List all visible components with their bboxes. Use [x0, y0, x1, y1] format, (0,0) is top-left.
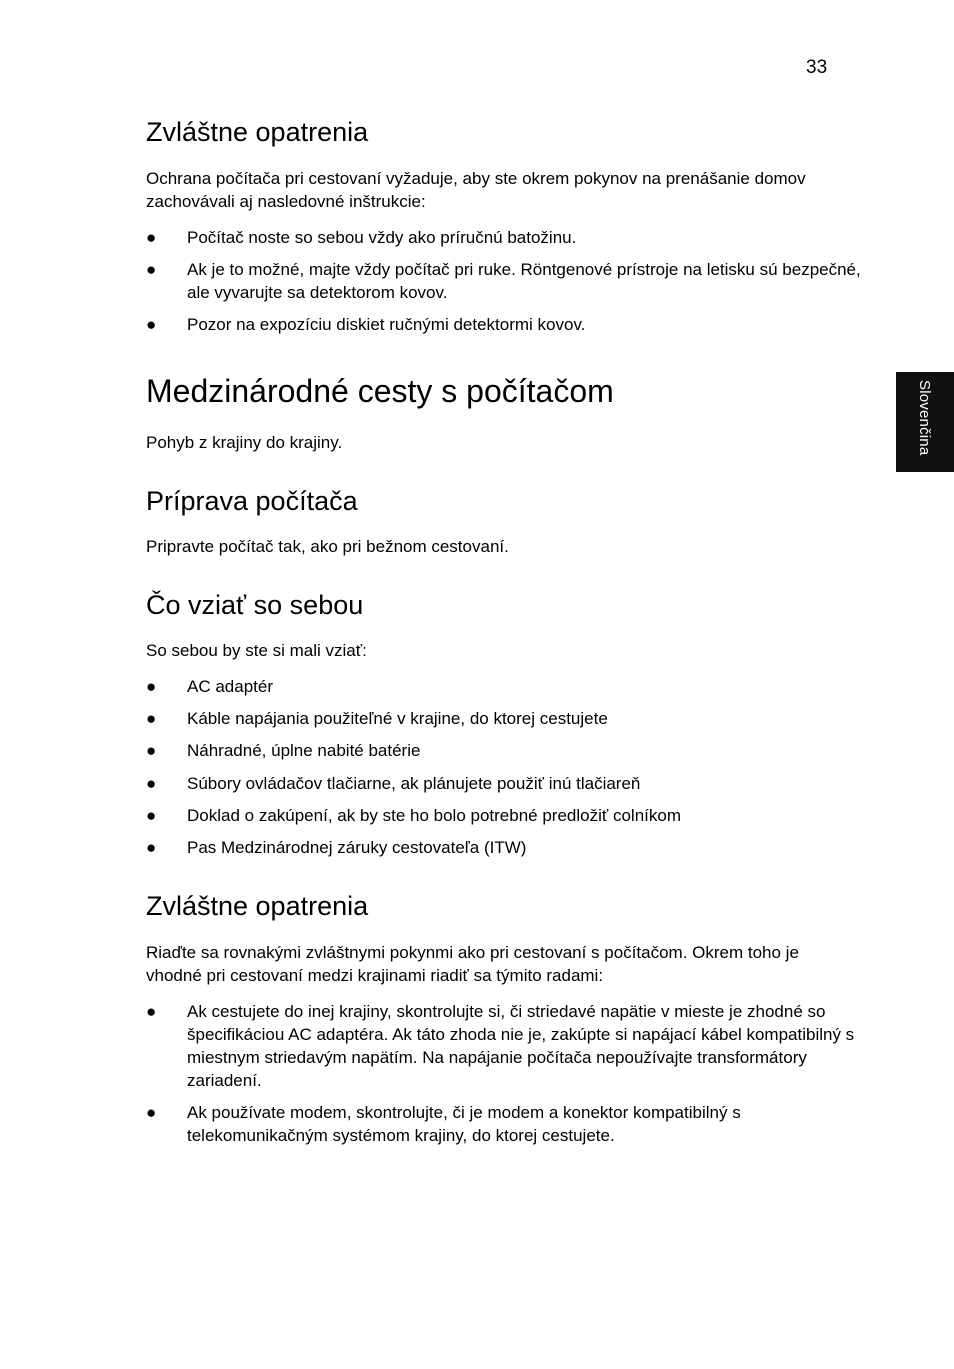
bullet-icon: ●	[146, 315, 157, 334]
list-item: ● Pas Medzinárodnej záruky cestovateľa (ITW)	[146, 838, 527, 857]
section-intro-special-precautions: Ochrana počítača pri cestovaní vyžaduje, aby ste okrem pokynov na prenášanie domov zachovávali aj nasledovné inštrukcie:	[146, 169, 806, 211]
bullet-icon: ●	[146, 806, 157, 825]
page-number: 33	[806, 57, 828, 78]
language-label: Slovenčina	[916, 380, 933, 456]
list-item: ● Ak používate modem, skontrolujte, či je modem a konektor kompatibilný s telekomunikačným systémom krajiny, do ktorej cestujete.	[146, 1103, 741, 1145]
list-item: ● AC adaptér	[146, 677, 273, 696]
section-title-special-precautions: Zvláštne opatrenia	[146, 117, 369, 147]
bullet-icon: ●	[146, 228, 157, 247]
bullet-icon: ●	[146, 741, 157, 760]
bullet-icon: ●	[146, 709, 157, 728]
list-item: ● Doklad o zakúpení, ak by ste ho bolo potrebné predložiť colníkom	[146, 806, 682, 825]
language-side-tab	[896, 372, 954, 472]
list-item: ● Ak je to možné, majte vždy počítač pri ruke. Röntgenové prístroje na letisku sú bezpečné, ale vyvarujte sa detektorom kovov.	[146, 260, 861, 302]
section-title-prepare-computer: Príprava počítača	[146, 486, 358, 516]
list-item: ● Pozor na expozíciu diskiet ručnými detektormi kovov.	[146, 315, 586, 334]
list-item: ● Ak cestujete do inej krajiny, skontrolujte si, či striedavé napätie v mieste je zhodné so špecifikáciou AC adaptéra. Ak táto zhoda nie je, zakúpte si napájací kábel kompatibilný s miestnym striedavým napätím. Na napájanie počítača nepoužívajte transformátory zariadení.	[146, 1002, 855, 1090]
list-item: ● Náhradné, úplne nabité batérie	[146, 741, 421, 760]
list-item: ● Káble napájania použiteľné v krajine, do ktorej cestujete	[146, 709, 608, 728]
bullet-icon: ●	[146, 260, 157, 279]
section-title-special-precautions-international: Zvláštne opatrenia	[146, 891, 369, 921]
list-item: ● Súbory ovládačov tlačiarne, ak plánujete použiť inú tlačiareň	[146, 774, 641, 793]
section-intro-what-to-bring: So sebou by ste si mali vziať:	[146, 641, 367, 660]
section-text-prepare-computer: Pripravte počítač tak, ako pri bežnom cestovaní.	[146, 537, 509, 556]
bullet-icon: ●	[146, 1002, 157, 1021]
list-item: ● Počítač noste so sebou vždy ako príručnú batožinu.	[146, 228, 577, 247]
chapter-intro: Pohyb z krajiny do krajiny.	[146, 433, 343, 452]
section-intro-special-precautions-international: Riaďte sa rovnakými zvláštnymi pokynmi ako pri cestovaní s počítačom. Okrem toho je vhodné pri cestovaní medzi krajinami riadiť sa týmito radami:	[146, 943, 799, 985]
bullet-icon: ●	[146, 838, 157, 857]
bullet-icon: ●	[146, 774, 157, 793]
bullet-icon: ●	[146, 677, 157, 696]
section-title-what-to-bring: Čo vziať so sebou	[146, 590, 364, 620]
chapter-title-international-travel: Medzinárodné cesty s počítačom	[146, 373, 614, 409]
bullet-icon: ●	[146, 1103, 157, 1122]
